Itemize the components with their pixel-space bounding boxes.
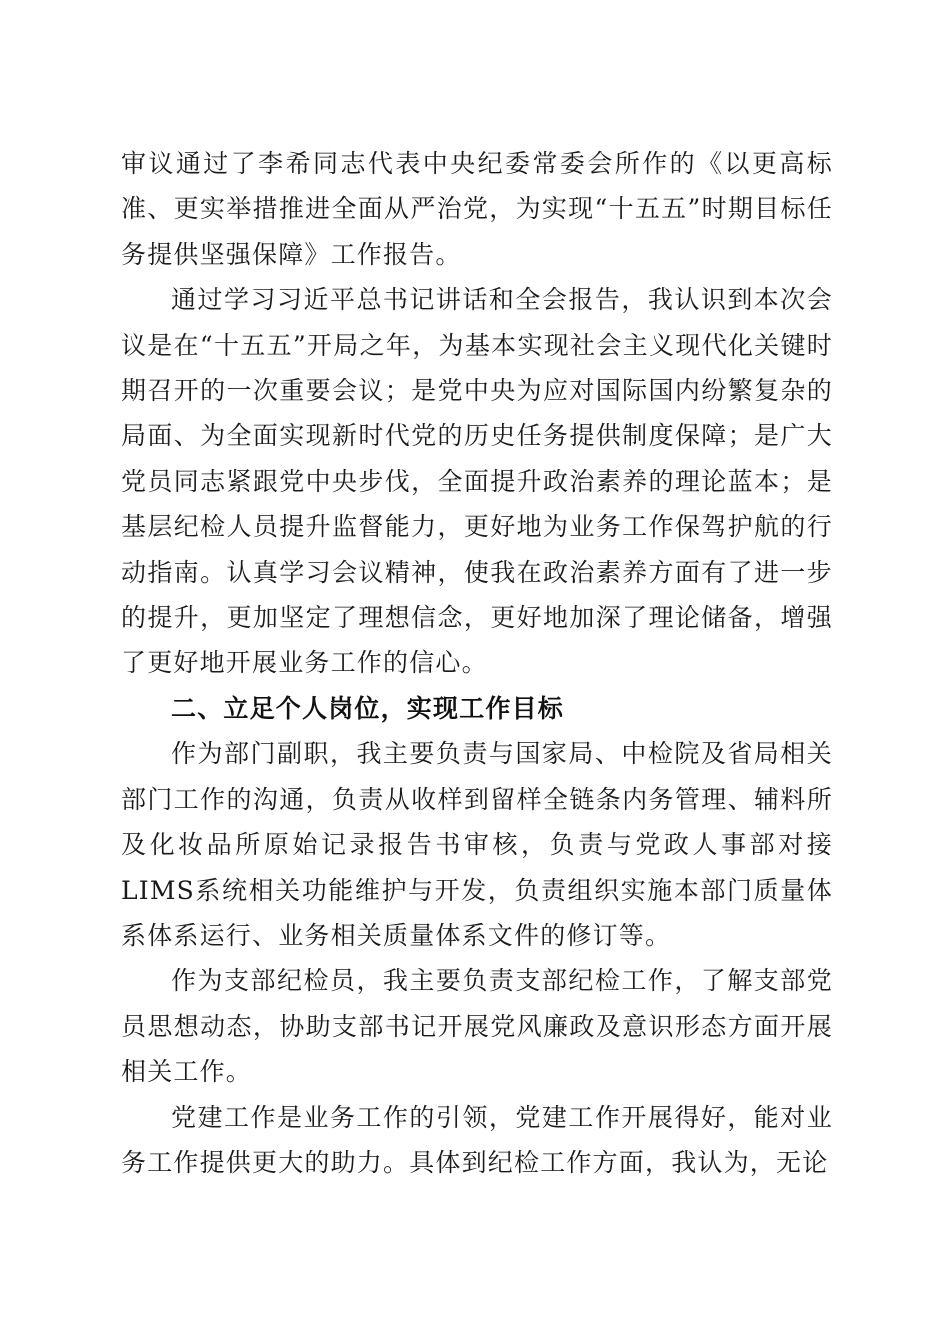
- section-heading: 二、立足个人岗位，实现工作目标: [171, 693, 565, 723]
- paragraph-deputy-duties: 作为部门副职，我主要负责与国家局、中检院及省局相关部门工作的沟通，负责从收样到留样全链条内务管理、辅料所及化妆品所原始记录报告书审核，负责与党政人事部对接LIMS系统相关功能维护与开发，负责组织实施本部门质量体系体系运行、业务相关质量体系文件的修订等。: [121, 739, 833, 950]
- paragraph-party-building: 党建工作是业务工作的引领，党建工作开展得好，能对业务工作提供更大的助力。具体到纪检工作方面，我认为，无论: [121, 1102, 833, 1177]
- paragraph-meeting-understanding: 通过学习习近平总书记讲话和全会报告，我认识到本次会议是在“十五五”开局之年，为基本实现社会主义现代化关键时期召开的一次重要会议；是党中央为应对国际国内纷繁复杂的局面、为全面实现新时代党的历史任务提供制度保障；是广大党员同志紧跟党中央步伐，全面提升政治素养的理论蓝本；是基层纪检人员提升监督能力，更好地为业务工作保驾护航的行动指南。认真学习会议精神，使我在政治素养方面有了进一步的提升，更加坚定了理想信念，更好地加深了理论储备，增强了更好地开展业务工作的信心。: [121, 285, 833, 678]
- document-body: [121, 141, 833, 1185]
- paragraph-continuation: 审议通过了李希同志代表中央纪委常委会所作的《以更高标准、更实举措推进全面从严治党，为实现“十五五”时期目标任务提供坚强保障》工作报告。: [121, 149, 833, 269]
- paragraph-discipline-inspector-duties: 作为支部纪检员，我主要负责支部纪检工作，了解支部党员思想动态，协助支部书记开展党风廉政及意识形态方面开展相关工作。: [121, 966, 833, 1087]
